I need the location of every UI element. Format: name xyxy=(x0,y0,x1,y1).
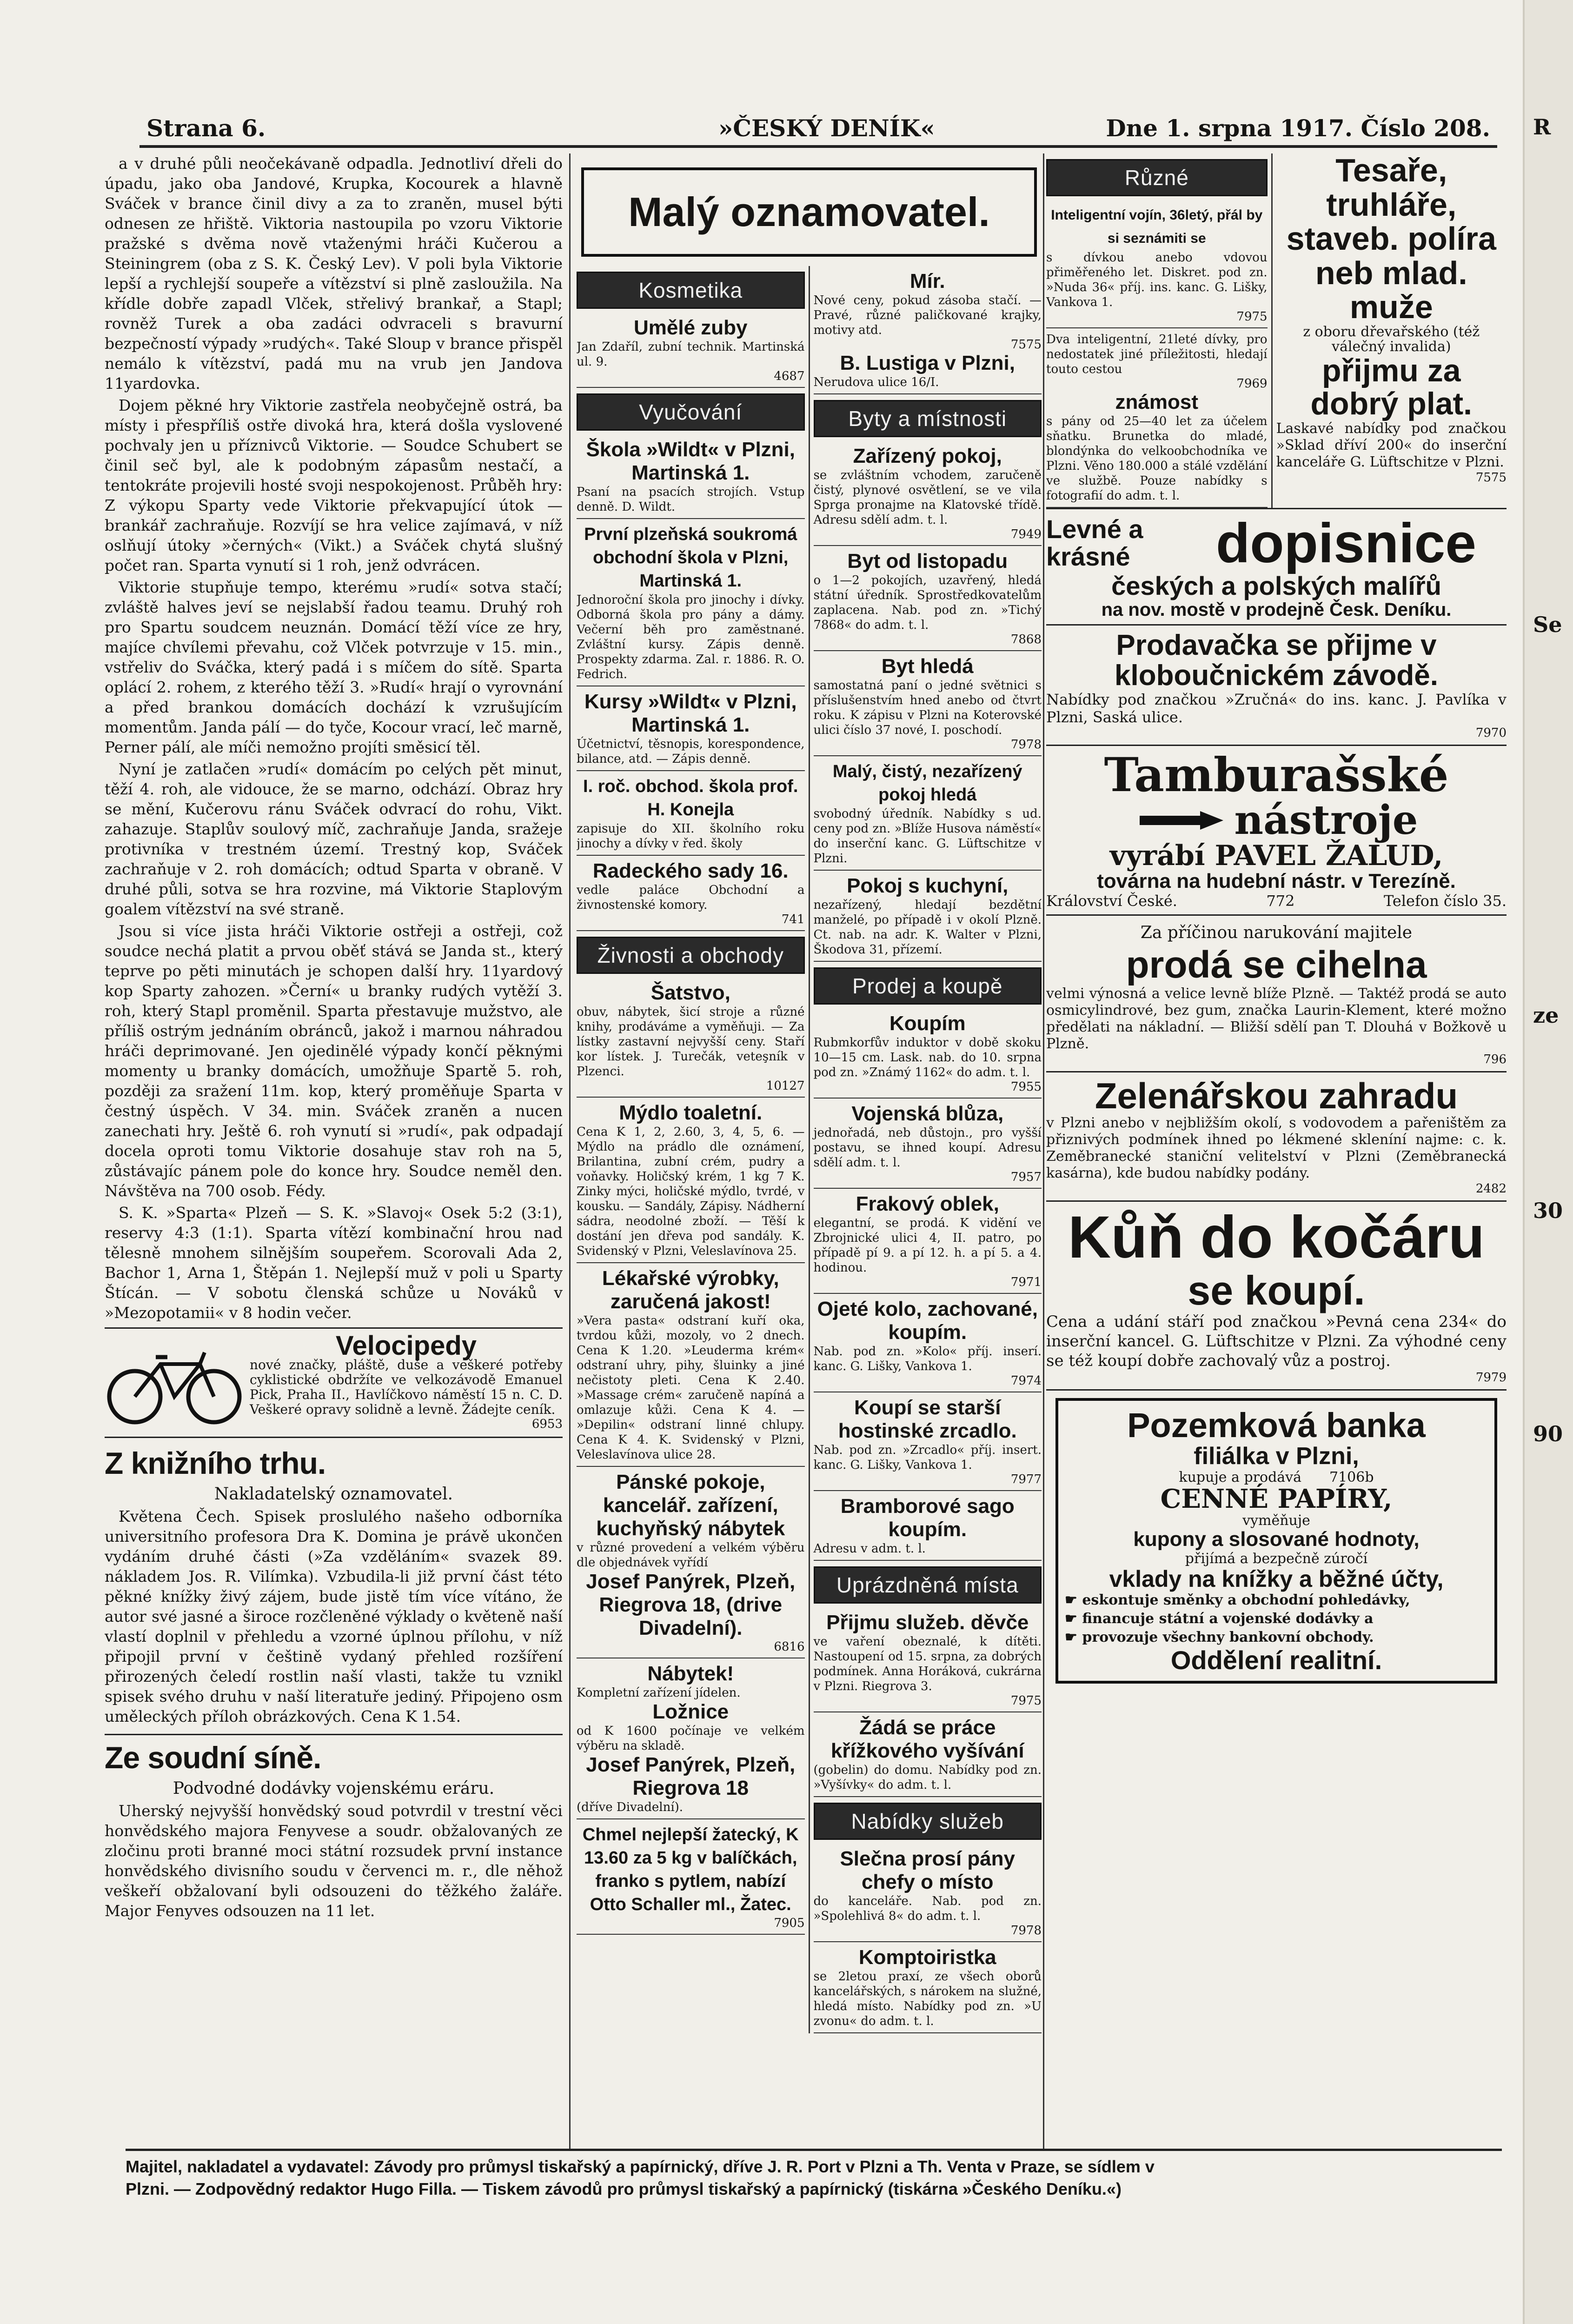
ad-number: 7975 xyxy=(1010,1694,1042,1708)
ad-bullet: provozuje všechny bankovní obchody. xyxy=(1082,1629,1374,1645)
ad-title: Inteligentní vojín, 36letý, přál by si seznámiti se xyxy=(1051,207,1263,246)
ad-body: Nové ceny, pokud zásoba stačí. — Pravé, různé paličkované krajky, motivy atd. xyxy=(813,293,1042,337)
edge-fragment: Se xyxy=(1533,612,1562,637)
tamburica-ad xyxy=(1046,746,1507,916)
imprint-line: Majitel, nakladatel a vydavatel: Závody pro průmysl tiskařský a papírnický, dříve J. R. Port v Plzni a Th. Venta v Praze, se sídlem v xyxy=(126,2157,1155,2176)
ad-title: Koupím xyxy=(889,1012,966,1035)
ad-title: Kursy »Wildt« v Plzni, Martinská 1. xyxy=(584,690,797,736)
books-paragraph: Květena Čech. Spisek proslulého našeho odborníka universitního profesora Dra K. Domina je právě ukončen vydáním druhé části (»Za vzděláním« svazek 89. nákladem Jos. R. Vilímka). Vzbudila-li již první část této pěkné knížky živý zájem, bude jistě tím více vítáno, že autor své jasné a široce rozčleněné výklady o květeně naší vlastí doplnil v přehledu a vzorné úplnou přílohu, v níž připojil první v češtině vydaný přehled rozšíření přirozených čeledí rostlin naší vlasti, takže tu vznikl spisek svého druhu v naší literatuře jediný. Připojeno osm uměleckých příloh obrázkových. Cena K 1.54. xyxy=(105,1507,563,1725)
ad-subtitle: vyrábí PAVEL ŽALUD, xyxy=(1109,839,1443,872)
ad-body: Nab. pod zn. »Kolo« příj. inserí. kanc. G. Lišky, Vankova 1. xyxy=(813,1345,1042,1373)
garden-ad xyxy=(1046,1072,1507,1202)
ad-text: ☛ eskontuje směnky a obchodní pohledávky, xyxy=(1065,1592,1410,1608)
ad-title: Komptoiristka xyxy=(858,1946,996,1969)
ad-body: od K 1600 počínaje ve velkém výběru na skladě. xyxy=(577,1724,805,1753)
ad-number: 7868 xyxy=(1010,633,1042,646)
ad-body: Jan Zdaříl, zubní technik. Martinská ul. 9. xyxy=(577,340,805,369)
edge-fragment: 30 xyxy=(1533,1198,1563,1223)
column-classifieds xyxy=(577,153,1042,2153)
ad-title: se koupí. xyxy=(1188,1267,1365,1313)
ad-title: Škola »Wildt« v Plzni, Martinská 1. xyxy=(586,438,795,484)
ad-number: 7974 xyxy=(1010,1374,1042,1388)
ad-body: Nerudova ulice 16/I. xyxy=(813,375,939,389)
ad-text: vklady na knížky a běžné účty, xyxy=(1109,1565,1444,1592)
books-article xyxy=(105,1506,563,1726)
ad-title: Ložnice xyxy=(652,1700,729,1723)
ad-number: 7977 xyxy=(1010,1472,1042,1486)
ad-bullet: eskontuje směnky a obchodní pohledávky, xyxy=(1082,1592,1410,1608)
ad-body: Účetnictví, těsnopis, korespondence, bilance, atd. — Zápis denně. xyxy=(577,737,805,766)
books-subheading: Nakladatelský oznamovatel. xyxy=(214,1485,453,1504)
ad-subtitle: filiálka v Plzni, xyxy=(1194,1442,1359,1470)
ad-subtitle: českých a polských malířů xyxy=(1111,571,1441,600)
bicycle-ad-title: Velocipedy xyxy=(335,1331,477,1361)
ad-body: svobodný úředník. Nabídky s ud. ceny pod zn. »Blíže Husova náměstí« do inserční kanc. G. Lüftschitze v Plzni. xyxy=(813,807,1042,866)
ad-body: Psaní na psacích strojích. Vstup denně. D. Wildt. xyxy=(577,485,805,514)
ad-title: Mýdlo toaletní. xyxy=(619,1101,763,1124)
ad-body: elegantní, se prodá. K vidění ve Zbrojnické ulici 4, II. patro, po případě pí 9. a pí 12. h. a pí 5. a 4. hodinou. xyxy=(813,1216,1042,1275)
sports-paragraph: Jsou si více jista hráči Viktorie ostřeji a ostřeji, což soudce nechá platit a prvou oběť stává se Janda st., který teprve po pěti minutách je schopen další hry. 11yardový kop Sparty zahozen. »Černí« u branky rudých vytěží 3. roh, který Stapl proměnil. Sparta přestavuje mužstvo, ale příliš ostrým jednáním obránců, jakož i marnou náhradou hráči deprimované. Jen ojedinělé výpady končí pěknými momenty u branky domácích, umožňuje Spartě 5. roh, později za sražení 11m. kop, který proměňuje Sparta v čestný úspěch. V 34. min. Sváček zraněn a nucen zanechati hry. Ještě 6. roh vynutí si »rudí«, pak odpadají docela oproti tomu Viktorie dosahuje stav roh na 5, zůstávajíc pánem pole do konce hry. Soudce neměl den. Návštěva na 700 osob. Fédy. xyxy=(105,922,563,1200)
ad-title: Lékařské výrobky, zaručená jakost! xyxy=(602,1267,779,1313)
ad-body: v různé provedení a velkém výběru dle objednávek vyřídí xyxy=(577,1541,805,1570)
ad-body: jednořadá, neb důstojn., pro vyšší postavu, se ihned koupí. Adresu sdělí adm. t. l. xyxy=(813,1126,1042,1170)
section-flats: Byty a místnosti xyxy=(814,400,1042,437)
ad-title: Bramborové sago koupím. xyxy=(840,1495,1015,1541)
ad-body: Laskavé nabídky pod značkou »Sklad dříví 200« do inserční kanceláře G. Lüftschitze v Plzni. xyxy=(1276,420,1507,471)
adjacent-page-edge xyxy=(1523,0,1573,2324)
ad-number: 7955 xyxy=(1010,1080,1042,1094)
sports-report xyxy=(105,153,563,1323)
ad-title: B. Lustiga v Plzni, xyxy=(840,352,1015,374)
ad-number: 10127 xyxy=(766,1079,805,1093)
imprint-footer xyxy=(126,2149,1502,2207)
edge-fragment: 90 xyxy=(1533,1421,1563,1446)
ad-body: Jednoroční škola pro jinochy i dívky. Odborná škola pro pány a dámy. Večerní běh pro zaměstnané. Zvláštní kursy. Zápis denně. Prospekty zdarma. Zal. r. 1886. R. O. Fedrich. xyxy=(577,593,805,681)
sports-paragraph: Viktorie stupňuje tempo, kterému »rudí« sotva stačí; zvláště halves jeví se nejslabší řadou teamu. Druhý roh pro Spartu soudcem neuznán. Domácí těží více ze hry, majíce chvílemi převahu, což Vlček potvrzuje v 15. min., vstřeliv do Sváčka, který padá i s míčem do sítě. Sparta oplácí 2. rohem, z kterého těží 3. »Rudí« hrají o vyrovnání a před brankou domácích dochází k vzrušujícím momentům. Janda pálí — do tyče, Kocour vrací, leč marně, Perner pálí, ale míči nemožno projíti směsicí těl. xyxy=(105,578,563,756)
ad-title: Tamburašské xyxy=(1104,747,1449,802)
ad-title: Pánské pokoje, kancelář. zařízení, kuchyňský nábytek xyxy=(596,1471,785,1540)
ad-number: 7979 xyxy=(1475,1371,1507,1385)
ad-title: První plzeňská soukromá obchodní škola v Plzni, Martinská 1. xyxy=(584,525,797,591)
ad-subtitle: z oboru dřevařského (též válečný invalida) xyxy=(1303,323,1480,355)
brickworks-ad xyxy=(1046,916,1507,1072)
column-sports-books-court xyxy=(105,153,563,2153)
ad-number: 7978 xyxy=(1010,1924,1042,1938)
ad-title: dopisnice xyxy=(1215,512,1477,574)
ad-title: prodá se cihelna xyxy=(1126,944,1427,986)
ad-title: Byt hledá xyxy=(881,655,974,678)
bank-ad xyxy=(1055,1398,1497,1684)
ad-number: 6816 xyxy=(774,1640,805,1654)
ad-title: Koupí se starší hostinské zrcadlo. xyxy=(838,1396,1017,1442)
ad-phone: Telefon číslo 35. xyxy=(1383,892,1507,910)
ad-number: 7978 xyxy=(1010,738,1042,752)
column-rule xyxy=(1043,153,1044,2149)
ad-title: nástroje xyxy=(1234,796,1418,844)
ad-title: Zařízený pokoj, xyxy=(853,445,1002,467)
ad-number: 7957 xyxy=(1010,1170,1042,1184)
ad-text: Oddělení realitní. xyxy=(1170,1645,1382,1675)
ad-number: 7975 xyxy=(1236,310,1268,324)
sports-paragraph: Dojem pěkné hry Viktorie zastřela neobyčejně ostrá, ba místy i přespříliš ostře divoká hra, která došla vyslovené pochvaly jen u příznivců Viktorie. — Soudce Schubert se činil seč byl, ale k podobným zápasům nestačí, a tentokráte projevili hosté svoji nespokojenost. Průběh hry: Z výkopu Sparty vede Viktorie překvapující útok — brankář zachraňuje. Rozvíjí se hra velice zajímavá, v níž oslňují útoky »černých« (Vikt.) a Sváček chytá slušný počet ran. Sparta vynutí si 1 roh, jenž odvrácen. xyxy=(105,396,563,574)
ad-body: se zvláštním vchodem, zaručeně čistý, plynové osvětlení, se ve vila Sprga pronajme na Klatovské třídě. Adresu sdělí adm. t. l. xyxy=(813,468,1042,527)
ad-number: 7575 xyxy=(1475,471,1507,485)
sports-paragraph: S. K. »Sparta« Plzeň — S. K. »Slavoj« Osek 5:2 (3:1), reservy 4:3 (1:1). Sparta vítězí kombinační hrou nad tělesně mnohem silnějším soupeřem. Scorovali Ada 2, Bachor 1, Arna 1, Štěpán 1. Nejlepší muž v poli u Sparty Štícán. — V sobotu členská schůze u Nováků v »Mezopotamii« v 8 hodin večer. xyxy=(105,1204,563,1322)
classifieds-right xyxy=(810,266,1042,2033)
ad-body: (gobelin) do domu. Nabídky pod zn. »Vyšívky« do adm. t. l. xyxy=(813,1763,1042,1792)
ad-subtitle: továrna na hudební nástr. v Terezíně. xyxy=(1097,870,1456,893)
ad-body: Adresu v adm. t. l. xyxy=(813,1542,926,1556)
ad-text: vyměňuje xyxy=(1242,1512,1310,1529)
postcards-ad xyxy=(1046,509,1507,626)
ad-intro: Za příčinou narukování majitele xyxy=(1140,923,1413,943)
edge-fragment: R xyxy=(1533,114,1551,140)
ad-text: kupuje a prodává xyxy=(1179,1469,1301,1485)
ad-body: s dívkou anebo vdovou přiměřeného let. Diskret. pod zn. »Nuda 36« příj. ins. kanc. G. Lišky, Vankova 1. xyxy=(1046,251,1268,309)
section-cosmetics: Kosmetika xyxy=(577,272,805,309)
ad-title: Chmel nejlepší žatecký, K 13.60 za 5 kg v balíčkách, franko s pytlem, nabízí Otto Schaller ml., Žatec. xyxy=(582,1825,799,1914)
ad-number: 7949 xyxy=(1010,527,1042,541)
ad-body: samostatná paní o jedné světnici s příslušenstvím hned anebo od čtvrt roku. K zápisu v Plzni na Koterovské ulici číslo 37 nové, I. poschodí. xyxy=(813,679,1042,737)
ad-body: o 1—2 pokojích, uzavřený, hledá státní úředník. Sprostředkovatelům zaplacena. Nab. pod zn. »Tichý 7868« do adm. t. l. xyxy=(813,573,1042,632)
ad-body: v Plzni anebo v nejbližším okolí, s vodovodem a pařeništěm za přiznivých podmínek ihned po lékmené skleníní najme: c. k. Zeměbranecké staniční velitelství v Plzni (Zeměbranecká kasárna), kde budou nabídky podány. xyxy=(1046,1115,1507,1182)
ad-title: Vojenská blůza, xyxy=(851,1102,1004,1125)
ad-body: zapisuje do XII. školního roku jinochy a dívky v řed. školy xyxy=(577,822,805,851)
ad-text: CENNÉ PAPÍRY, xyxy=(1160,1483,1393,1514)
ad-number: 6953 xyxy=(531,1417,563,1431)
ad-title: Umělé zuby xyxy=(633,316,748,339)
ad-body: Cena a udání stáří pod značkou »Pevná cena 234« do inserční kancel. G. Lüftschitze v Plzni. Za výhodné ceny se též koupí dobře zachovalý vůz a postroj. xyxy=(1046,1312,1507,1371)
bicycle-ad xyxy=(105,1327,563,1438)
imprint-line: Plzni. — Zodpovědný redaktor Hugo Filla. — Tiskem závodů pro průmysl tiskařský a papírnický (tiskárna »Českého Deníku.«) xyxy=(126,2179,1122,2198)
ad-number: 7969 xyxy=(1236,377,1268,391)
section-offers: Nabídky služeb xyxy=(814,1803,1042,1840)
ad-title: Zelenářskou zahradu xyxy=(1095,1075,1458,1116)
ad-title: Radeckého sady 16. xyxy=(592,859,789,882)
ad-number: 7106b xyxy=(1329,1469,1374,1485)
ad-title: Pokoj s kuchyní, xyxy=(847,874,1009,897)
ad-title: přijmu za dobrý plat. xyxy=(1310,353,1473,421)
classifieds-left xyxy=(577,266,810,2033)
court-paragraph: Uherský nejvyšší honvědský soud potvrdil v trestní věci honvědského majora Fenyvese a soudr. obžalovaných ze zločinu proti branné moci státní rozsudek první instance honvědského divisního soudu v červenci m. r., dle něhož veškeří obžalovaní byli odsouzeni do těžkého žaláře. Major Fenyves odsouzen na 11 let. xyxy=(105,1802,563,1920)
ad-number: 7971 xyxy=(1010,1275,1042,1289)
ad-title: Byt od listopadu xyxy=(847,550,1008,573)
section-trades: Živnosti a obchody xyxy=(577,937,805,974)
column-rule xyxy=(569,153,571,2149)
ad-body: vedle paláce Obchodní a živnostenské komory. xyxy=(577,883,805,912)
masthead-title: »ČESKÝ DENÍK« xyxy=(718,114,935,142)
carpenters-ad xyxy=(1273,153,1507,508)
sports-paragraph: a v druhé půli neočekávaně odpadla. Jednotliví dřeli do úpadu, jako oba Jandové, Krupka, Kocourek a hlavně Sváček v brance činil divy a za to zraněn, musel býti odnesen ze hřiště. Viktoria nastoupila po vzoru Viktorie pražské s dvěma nově vtaženými hráči Kučerou a Steiningrem (oba z S. K. Český Lev). V poli byla Viktorie lepší a rychlejší soupeře a vítězství si plně zasloužila. Na křídle dobře zapadl Vlček, střelivý brankař, a Stapl; rovněž Turek a oba zadáci odvraceli s bravurní bezpečností výpady »rudých«. Také Sloup v brance přispěl nemálo k vítězství, padá mu na vrub jen Jandova 11yardovka. xyxy=(105,154,563,393)
ad-title: Přijmu služeb. děvče xyxy=(826,1611,1029,1634)
edge-fragment: ze xyxy=(1533,1003,1559,1028)
ad-body: Kompletní zařízení jídelen. xyxy=(577,1686,741,1700)
ad-body: Nab. pod zn. »Zrcadlo« příj. insert. kanc. G. Lišky, Vankova 1. xyxy=(813,1443,1042,1472)
page-header xyxy=(139,111,1497,148)
ad-body: »Vera pasta« odstraní kuří oka, tvrdou kůži, mozoly, vo 2 dnech. Cena K 1.20. »Leuderma krém« odstraní uhry, pihy, šluinky a jiné nečistoty pleti. Cena K 2.40. »Massage crém« zaručeně napíná a omlazuje kůži. Cena K 4. — »Depilin« odstraní linné chlupy. Cena K 4. K. Svidenský v Plzni, Veleslavínova ulice 28. xyxy=(577,1314,805,1462)
ad-title: Tesaře, truhláře, staveb. polírа neb mlad. muže xyxy=(1286,153,1496,325)
books-heading: Z knižního trhu. xyxy=(105,1446,326,1480)
section-education: Vyučování xyxy=(577,393,805,431)
ad-body: obuv, nábytek, šicí stroje a různé knihy, prodáváme a vyměňuji. — Za lístky zastavní nejvyšší ceny. Staří kor lístek. J. Turečák, veteşník v Plzenci. xyxy=(577,1005,805,1079)
issue-date: Dne 1. srpna 1917. Číslo 208. xyxy=(1106,114,1490,142)
ad-text: ☛ financuje státní a vojenské dodávky a xyxy=(1065,1611,1374,1627)
ad-location: Království České. xyxy=(1046,892,1177,910)
ad-title: Ojeté kolo, zachované, koupím. xyxy=(817,1298,1038,1344)
bicycle-icon xyxy=(105,1338,244,1427)
ad-title: Mír. xyxy=(909,270,945,293)
ad-number: 7970 xyxy=(1475,726,1507,740)
ad-body: s pány od 25—40 let za účelem sňatku. Brunetka do mladé, blondýnka do velkoobchodníka ve Plzni. Věno 180.000 a stálé vzdělání ve službě. Pouze nabídky s fotografií do adm. t. l. xyxy=(1046,414,1268,503)
ad-body: velmi výnosná a velice levně blíže Plzně. — Taktéž prodá se auto osmicylindrové, bez gum, značka Laurin-Klement, které možno předělati na nákladní. — Bližší sdělí pan T. Dlouhá v Božkově u Plzně. xyxy=(1046,985,1507,1052)
section-sale: Prodej a koupě xyxy=(814,967,1042,1005)
ad-title: Josef Panýrek, Plzeň, Riegrova 18 xyxy=(586,1753,796,1799)
ad-title: I. roč. obchod. škola prof. H. Konejla xyxy=(583,777,798,819)
saleswoman-ad xyxy=(1046,626,1507,746)
ad-text: přijímá a bezpečně zúročí xyxy=(1185,1550,1368,1567)
ad-title: Pozemková banka xyxy=(1127,1406,1426,1445)
ad-body: Dva inteligentní, 21leté dívky, pro nedostatek jiné příležitosti, hledají touto cestou xyxy=(1046,333,1268,376)
ad-bullet: financuje státní a vojenské dodávky a xyxy=(1082,1611,1374,1627)
horse-ad xyxy=(1046,1202,1507,1391)
column-display-ads xyxy=(1046,153,1507,2153)
ad-number: 7575 xyxy=(1010,338,1042,352)
ad-text: kupony a slosované hodnoty, xyxy=(1133,1528,1420,1551)
ad-number: 2482 xyxy=(1475,1182,1507,1196)
classifieds-masthead: Malý oznamovatel. xyxy=(581,167,1037,257)
ad-title: Šatstvo, xyxy=(650,981,730,1004)
ad-title: Frakový oblek, xyxy=(856,1192,999,1215)
bicycle-ad-body: nové značky, pláště, duše a veškeré potřeby cyklistické obdržíte ve velkozávodě Emanuel Pick, Praha II., Havlíčkovo náměstí 15 n. C. D. Veškeré opravy solidně a levně. Žádejte ceník. xyxy=(250,1357,563,1417)
ad-number: 741 xyxy=(781,912,805,926)
ad-body: Nabídky pod značkou »Zručná« do ins. kanc. J. Pavlíka v Plzni, Saská ulice. xyxy=(1046,690,1507,726)
ad-text: ☛ provozuje všechny bankovní obchody. xyxy=(1065,1629,1374,1645)
court-subheading: Podvodné dodávky vojenskému eráru. xyxy=(173,1779,495,1798)
ad-body: (dříve Divadelní). xyxy=(577,1800,684,1814)
ad-body: do kanceláře. Nab. pod zn. »Spolehlivá 8« do adm. t. l. xyxy=(813,1894,1042,1923)
ad-title: známost xyxy=(1115,391,1199,413)
court-article xyxy=(105,1801,563,1921)
ad-number: 7905 xyxy=(774,1916,805,1930)
page-number: Strana 6. xyxy=(146,114,266,142)
ad-title: Josef Panýrek, Plzeň, Riegrova 18, (drive Divadelní). xyxy=(586,1570,796,1639)
ad-body: ve vaření obeznalé, k dítěti. Nastoupení od 15. srpna, za dobrých podmínek. Anna Horáková, cukrárna v Plzni. Riegrova 3. xyxy=(813,1635,1042,1693)
ad-title: Žádá se práce křížkového vyšívání xyxy=(830,1716,1024,1762)
pointing-hand-icon xyxy=(1135,806,1228,834)
ad-body: Rubmkorfův induktor v době skoku 10—15 cm. Lask. nab. do 10. srpna pod zn. »Známý 1162« do adm. t. l. xyxy=(813,1036,1042,1079)
ad-number: 4687 xyxy=(774,369,805,383)
court-heading: Ze soudní síně. xyxy=(105,1734,563,1775)
ad-subtitle: na nov. mostě v prodejně Česk. Deníku. xyxy=(1101,599,1452,620)
ad-body: Cena K 1, 2, 2.60, 3, 4, 5, 6. — Mýdlo na prádlo dle oznámení, Brilantina, zubní crém, pudry a voňavky. Holičský krém, 1 kg 7 K. Zinky mýci, holičské mýdlo, tvrdé, v kousku. — Sandály, Zápisy. Nádherní sádra, neodolné zboží. — Těší k dostání jen dřeva pod sandály. K. Svidenský v Plzni, Veleslavínova 25. xyxy=(577,1125,805,1258)
ad-title: Nábytek! xyxy=(647,1662,734,1685)
ad-title: Malý, čistý, nezařízený pokoj hledá xyxy=(832,762,1022,805)
section-jobs: Uprázdněná místa xyxy=(814,1566,1042,1604)
ad-body: nezařízený, hledají bezdětní manželé, po případě i v okolí Plzně. Ct. nab. na adr. K. Walter v Plzni, Škodova 31, přízemí. xyxy=(813,898,1042,957)
ad-number: 772 xyxy=(1266,892,1295,910)
ad-title: Kůň do kočáru xyxy=(1068,1204,1485,1271)
section-misc: Různé xyxy=(1046,159,1268,196)
ad-number: 796 xyxy=(1483,1052,1507,1066)
ad-title: Slečna prosí pány chefy o místo xyxy=(840,1847,1015,1893)
sports-paragraph: Nyní je zatlačen »rudí« domácím po celých pět minut, těží 4. roh, ale vidouce, že se marno, odchází. Obraz hry se mění, Kučerovu ránu Sváček odvrací do rohu, Vikt. zahazuje. Staplův soulový míč, zachraňuje Janda, sražeje protivníka v trestném území. Trestný kop, Sváček zachraňuje v 2. roh domácích; odtud Sparta v obraně. V druhé půli, sotva se hra rozvine, má Viktorie Staplovým goalem vítězství na své straně. xyxy=(105,760,563,918)
ad-title: Prodavačka se přijme v kloboučnickém závodě. xyxy=(1115,629,1438,692)
ad-body: se 2letou praxí, ze všech oborů kancelářských, s nárokem na služné, hledá místo. Nabídky pod zn. »U zvonu« do adm. t. l. xyxy=(813,1970,1042,2028)
ad-title: Levné a krásné xyxy=(1046,514,1143,571)
